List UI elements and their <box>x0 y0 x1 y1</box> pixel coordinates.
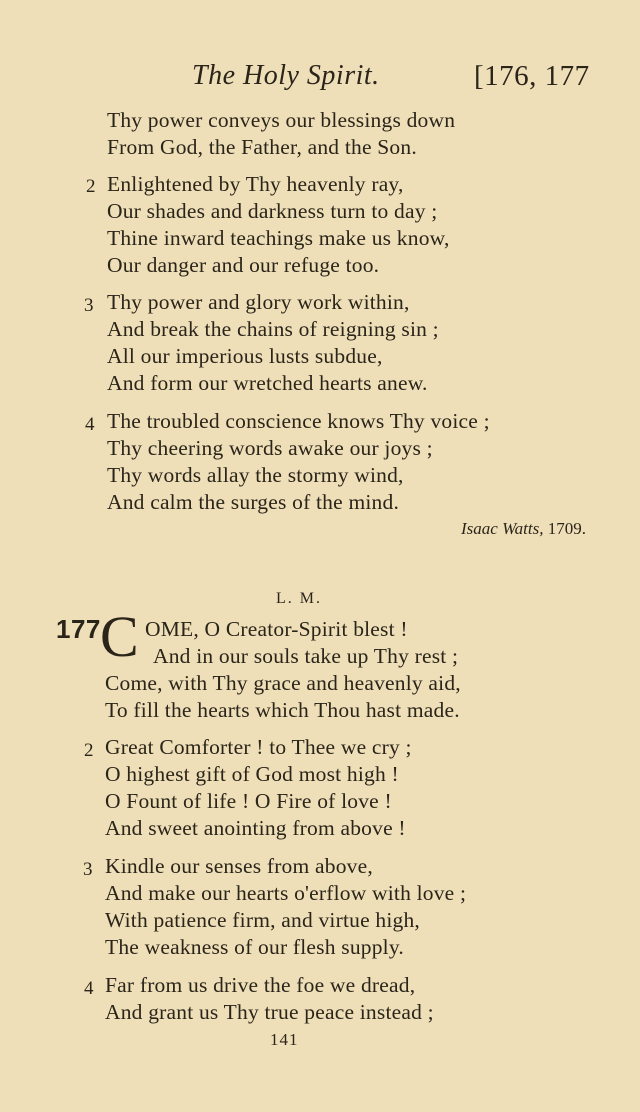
hymn177-stanza3-line1: Kindle our senses from above, <box>105 854 373 878</box>
hymn176-stanza3-line3: All our imperious lusts subdue, <box>107 344 383 368</box>
hymn176-stanza2-line2: Our shades and darkness turn to day ; <box>107 199 438 223</box>
hymn177-stanza3-line2: And make our hearts o'erflow with love ; <box>105 881 467 905</box>
hymn177-stanza1-line3: Come, with Thy grace and heavenly aid, <box>105 671 461 695</box>
hymn177-stanza4-line1: Far from us drive the foe we dread, <box>105 973 416 997</box>
hymn177-stanza2-line1: Great Comforter ! to Thee we cry ; <box>105 735 412 759</box>
hymn176-stanza2-line3: Thine inward teachings make us know, <box>107 226 450 250</box>
hymn177-stanza4-number: 4 <box>84 978 94 999</box>
hymn177-stanza2-line4: And sweet anointing from above ! <box>105 816 406 840</box>
hymn177-stanza2-number: 2 <box>84 740 94 761</box>
hymn176-stanza4-line1: The troubled conscience knows Thy voice ; <box>107 409 490 433</box>
attribution-year: 1709. <box>547 519 586 538</box>
hymn176-stanza4-number: 4 <box>85 414 95 435</box>
hymn177-dropcap: C <box>100 604 139 669</box>
hymn177-stanza3-line3: With patience firm, and virtue high, <box>105 908 421 932</box>
hymn177-stanza3-number: 3 <box>83 859 93 880</box>
hymn177-stanza1-line1-rest: OME, O Creator-Spirit blest ! <box>145 617 408 641</box>
hymn176-stanza3-line4: And form our wretched hearts anew. <box>107 371 428 395</box>
hymn176-stanza4-line2: Thy cheering words awake our joys ; <box>107 436 433 460</box>
hymn177-stanza3-line4: The weakness of our flesh supply. <box>105 935 404 959</box>
hymn177-stanza2-line2: O highest gift of God most high ! <box>105 762 399 786</box>
hymn176-stanza4-line4: And calm the surges of the mind. <box>107 490 400 514</box>
hymn176-stanza1-line3: Thy power conveys our blessings down <box>107 108 456 132</box>
hymn176-stanza1-line4: From God, the Father, and the Son. <box>107 135 417 159</box>
hymn176-stanza3-number: 3 <box>84 295 94 316</box>
attribution <box>461 519 586 539</box>
hymn177-stanza2-line3: O Fount of life ! O Fire of love ! <box>105 789 392 813</box>
hymn177-stanza1-line4: To fill the hearts which Thou hast made. <box>105 698 460 722</box>
hymn176-stanza4-line3: Thy words allay the stormy wind, <box>107 463 404 487</box>
hymn177-stanza1-line2: And in our souls take up Thy rest ; <box>153 644 459 668</box>
hymn177-number: 177 <box>56 614 101 644</box>
hymn176-stanza3-line1: Thy power and glory work within, <box>107 290 410 314</box>
running-head-hymn-numbers: [176, 177 <box>474 60 590 92</box>
attribution-author: Isaac Watts, <box>461 519 544 538</box>
running-head-title: The Holy Spirit. <box>192 60 380 91</box>
hymn176-stanza2-number: 2 <box>86 176 96 197</box>
hymn176-stanza3-line2: And break the chains of reigning sin ; <box>107 317 439 341</box>
page-number: 141 <box>270 1030 299 1049</box>
hymn176-stanza2-line1: Enlightened by Thy heavenly ray, <box>107 172 404 196</box>
hymn177-stanza4-line2: And grant us Thy true peace instead ; <box>105 1000 434 1024</box>
hymn177-meter: L. M. <box>276 590 322 607</box>
hymn176-stanza2-line4: Our danger and our refuge too. <box>107 253 380 277</box>
